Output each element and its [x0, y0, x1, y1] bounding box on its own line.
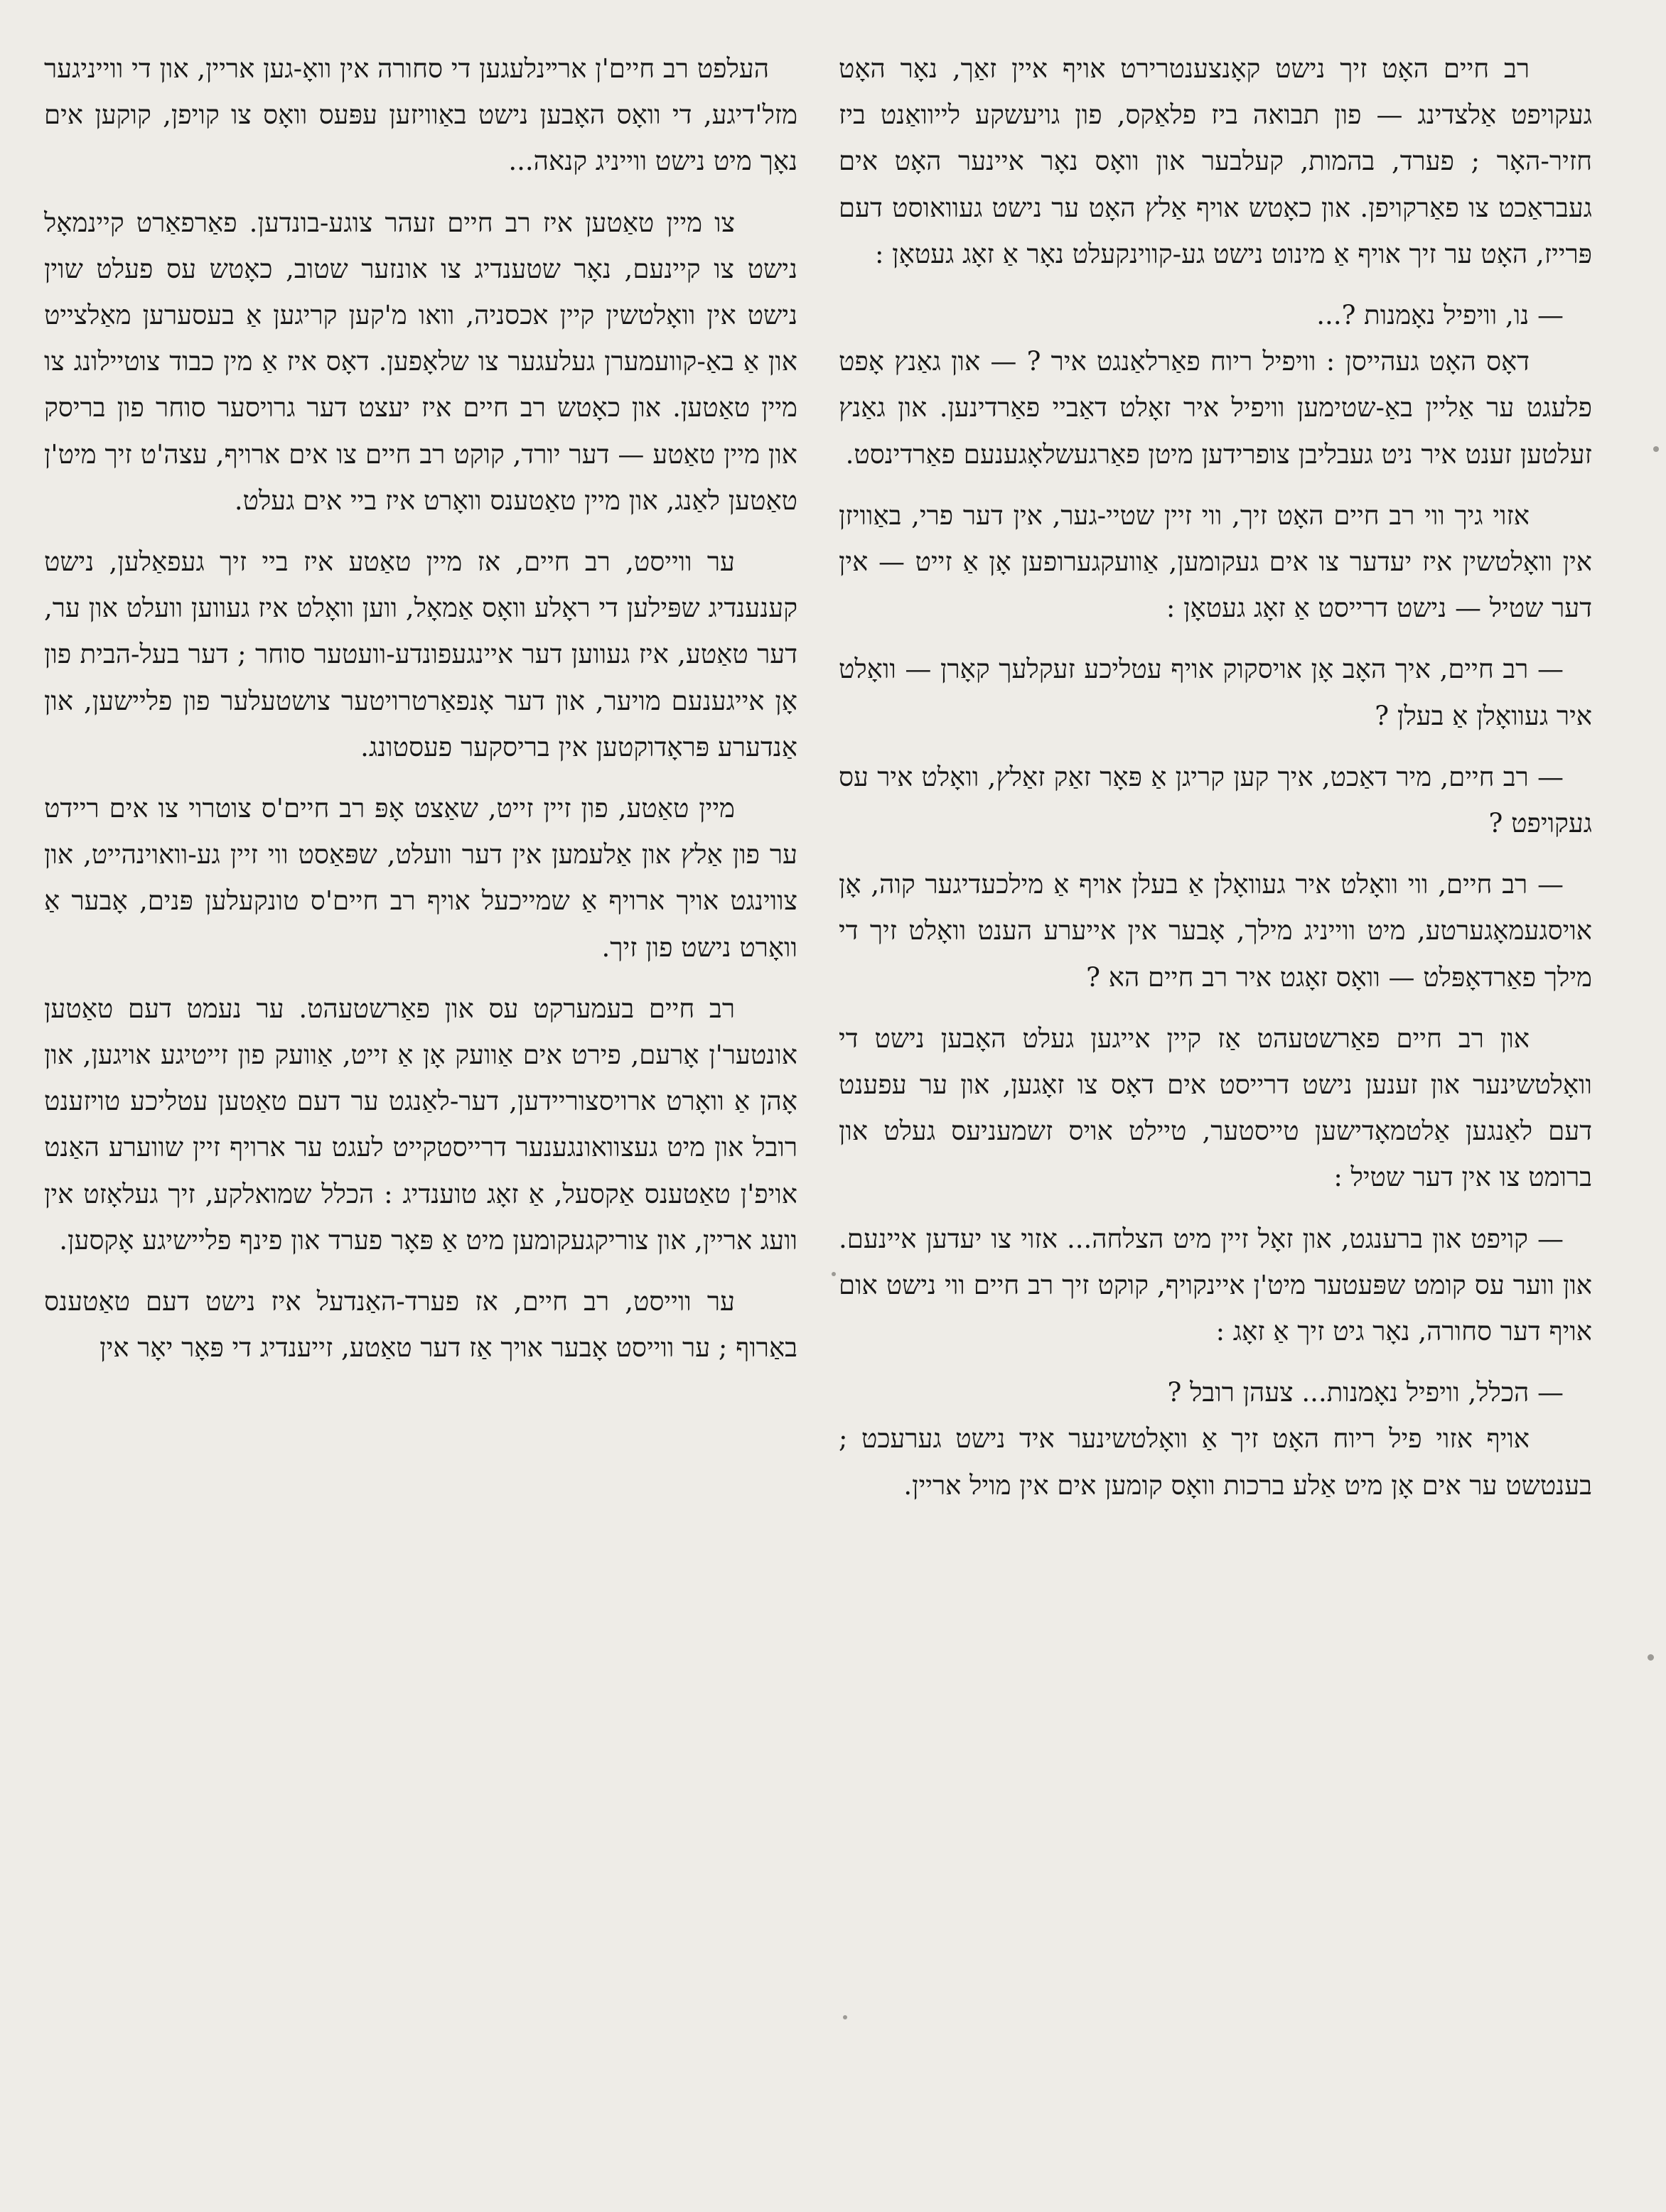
dialogue-line: — נו, וויפיל נאָמנות ?...	[1316, 300, 1564, 331]
paragraph: ער ווייסט, רב חיים, אז מיין טאַטע איז ביי זיך געפאַלען, נישט קענענדיג שפּילען די ראָלע וואָס אַמאָל, ווען וואָלט איז געווען וועלט און ער, דער טאַטע, איז געווען דער איינגעפונדע-וועטער סוחר ; דער בעל-הבית פון אָן אייגענעם מויער, און דער אָנפאַרטרויטער צושטעלער פון פליישען, און אַנדערע פּראָדוקטען אין בריסקער פעסטונג.	[44, 546, 797, 762]
dialogue-line: — רב חיים, איך האָב אָן אויסקוק אויף עטליכע זעקלעך קאָרן — וואָלט איר געוואָלן אַ בעלן ?	[839, 654, 1592, 731]
paragraph: ער ווייסט, רב חיים, אז פערד-האַנדעל איז נישט דעם טאַטענס באַרוף ; ער ווייסט אָבער אויך אַז דער טאַטע, זייענדיג די פּאָר יאָר אין	[44, 1286, 797, 1364]
dialogue-line: — רב חיים, ווי וואָלט איר געוואָלן אַ בעלן אויף אַ מילכעדיגער קוה, אָן אויסגעמאָגערטע, מיט ווייניג מילך, אָבער אין אייערע הענט וואָלט זיך די מילך פאַרדאָפּלט — וואָס זאָגט איר רב חיים הא ?	[839, 869, 1592, 993]
paper-speck	[1648, 1654, 1654, 1661]
paragraph: אזוי גיך ווי רב חיים האָט זיך, ווי זיין שטיי-גער, אין דער פרי, באַוויזן אין וואָלטשין איז יעדער צו אים געקומען, אַוועקגערופען אָן אַ זייט — אין דער שטיל — נישט דרייסט אַ זאָג געטאָן :	[839, 500, 1592, 624]
paragraph: צו מיין טאַטען איז רב חיים זעהר צוגע-בונדען. פאַרפאַרט קיינמאָל נישט צו קיינעם, נאָר שטענדיג צו אונזער שטוב, כאָטש עס פעלט שוין נישט אין וואָלטשין קיין אכסניה, וואו מ'קען קריגען אַ בעסערען מאַלצייט און אַ באַ-קוועמערן געלעגער צו שלאָפען. דאָס איז אַ מין כבוד צוטיילונג צו מיין טאַטען. און כאָטש רב חיים איז יעצט דער גרויסער סוחר פון בריסק און מיין טאַטע — דער יורד, קוקט רב חיים צו אים ארויף, עצה'ט זיך מיט'ן טאַטען לאַנג, און מיין טאַטענס וואָרט איז ביי אים געלט.	[44, 207, 797, 516]
paper-speck	[832, 1272, 836, 1276]
dialogue-line: — רב חיים, מיר דאַכט, איך קען קריגן אַ פּאָר זאַק זאַלץ, וואָלט איר עס געקויפט ?	[839, 761, 1592, 839]
paper-speck	[843, 2015, 847, 2019]
dialogue-line: — קויפט און ברענגט, און זאָל זיין מיט הצלחה... אזוי צו יעדען איינעם. און ווער עס קומט שפּעטער מיט'ן איינקויף, קוקט זיך רב חיים ווי נישט אום אויף דער סחורה, נאָר גיט זיך אַ זאָג :	[839, 1223, 1592, 1347]
paragraph: רב חיים בעמערקט עס און פאַרשטעהט. ער נעמט דעם טאַטען אונטער'ן אָרעם, פירט אים אַוועק אָן אַ זייט, אַוועק פון זייטיגע אויגען, און אָהן אַ וואָרט ארויסצוריידען, דער-לאַנגט ער דעם טאַטען עטליכע טויזענט רובל און מיט געצוואונגענער דרייסטקייט לעגט ער ארויף זיין שווערע האַנט אויפ'ן טאַטענס אַקסעל, אַ זאָג טוענדיג : הכלל שמואלקע, זיך געלאָזט אין וועג אריין, און צוריקגעקומען מיט אַ פּאָר פערד און פינף פליישיגע אָקסען.	[44, 993, 797, 1256]
paragraph: און רב חיים פאַרשטעהט אַז קיין אייגען געלט האָבען נישט די וואָלטשינער און זענען נישט דרייסט אים דאָס צו זאָגען, און ער עפענט דעם לאַנגען אַלטמאָדישען טייסטער, טיילט אויס זשמעניעס געלט און ברומט צו אין דער שטיל :	[839, 1023, 1592, 1193]
paragraph: רב חיים האָט זיך נישט קאָנצענטרירט אויף איין זאַך, נאָר האָט געקויפט אַלצדינג — פון תבואה ביז פלאַקס, פון גויעשקע לייוואַנט ביז חזיר-האָר ; פערד, בהמות, קעלבער און וואָס נאָר איינער האָט אים געבראַכט צו פאַרקויפן. און כאָטש אויף אַלץ האָט ער נישט געוואוסט דעם פּרייז, האָט ער זיך אויף אַ מינוט נישט גע-קווינקעלט נאָר אַ זאָג געטאָן :	[839, 53, 1592, 269]
paragraph: דאָס האָט געהייסן : וויפיל ריוח פאַרלאַנגט איר ? — און גאַנץ אָפט פלעגט ער אַליין באַ-שטימען וויפיל איר זאָלט דאַביי פאַרדינען. און גאַנץ זעלטען זענט איר ניט געבליבן צופרידען מיטן פאַרגעשלאָגענעם פאַרדינסט.	[839, 346, 1592, 470]
paragraph: אויף אזוי פיל ריוח האָט זיך אַ וואָלטשינער איד נישט גערעכט ; בענטשט ער אים אָן מיט אַלע ברכות וואָס קומען אים אין מויל אריין.	[839, 1423, 1592, 1501]
dialogue-line: — הכלל, וויפיל נאָמנות... צעהן רובל ?	[1167, 1377, 1564, 1408]
left-text-column	[44, 45, 797, 2191]
paper-speck	[1653, 446, 1659, 452]
right-text-column	[839, 45, 1592, 2177]
paragraph: העלפט רב חיים'ן ארײנלעגען די סחורה אין וואָ-גען אריין, און די ווייניגער מזל'דיגע, די וואָס האָבען נישט באַוויזען עפּעס וואָס צו קויפן, קוקען אים נאָך מיט נישט ווייניג קנאה...	[44, 53, 797, 177]
paragraph: מיין טאַטע, פון זיין זייט, שאַצט אָפּ רב חיים'ס צוטרוי צו אים ריידט ער פון אַלץ און אַלעמען אין דער וועלט, שפּאַסט ווי זיין גע-וואוינהייט, און צווינגט אויך ארויף אַ שמייכעל אויף רב חיים'ס טונקעלען פּנים, אָבער אַ וואָרט נישט פון זיך.	[44, 793, 797, 963]
